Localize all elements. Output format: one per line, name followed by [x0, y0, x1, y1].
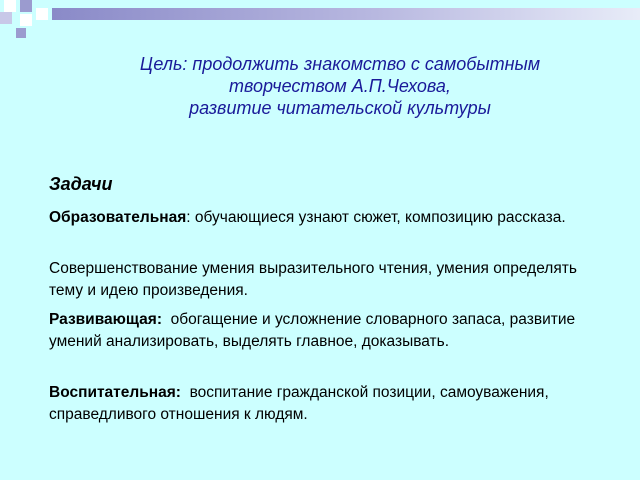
- task-developing-text: обогащение и усложнение словарного запаса, развитие умений анализировать, выделять главное, доказывать.: [49, 311, 580, 350]
- task-developing-label: Развивающая:: [49, 311, 162, 328]
- task-educational: [49, 207, 589, 229]
- decor-square: [20, 0, 32, 12]
- goal-title-line-3: развитие читательской культуры: [189, 98, 491, 118]
- decor-square: [36, 8, 48, 20]
- decor-square: [0, 12, 12, 24]
- decor-square: [16, 28, 26, 38]
- goal-title-line-1: Цель: продолжить знакомство с самобытным: [139, 54, 541, 74]
- task-improvement: [49, 258, 589, 302]
- task-upbringing: [49, 382, 589, 426]
- goal-title: [60, 53, 620, 119]
- task-educational-text: : обучающиеся узнают сюжет, композицию рассказа.: [186, 209, 566, 226]
- tasks-heading: Задачи: [49, 174, 113, 194]
- task-educational-label: Образовательная: [49, 209, 187, 226]
- task-upbringing-label: Воспитательная:: [49, 384, 181, 401]
- goal-title-line-2: творчеством А.П.Чехова,: [229, 76, 451, 96]
- header-band: [52, 8, 640, 20]
- task-developing: [49, 309, 589, 353]
- decor-square: [4, 0, 16, 12]
- task-improvement-text: Совершенствование умения выразительного чтения, умения определять тему и идею произведения.: [49, 260, 577, 299]
- task-upbringing-text: воспитание гражданской позиции, самоуважения, справедливого отношения к людям.: [49, 384, 554, 423]
- header-decoration: [0, 0, 640, 40]
- decor-square: [20, 14, 32, 26]
